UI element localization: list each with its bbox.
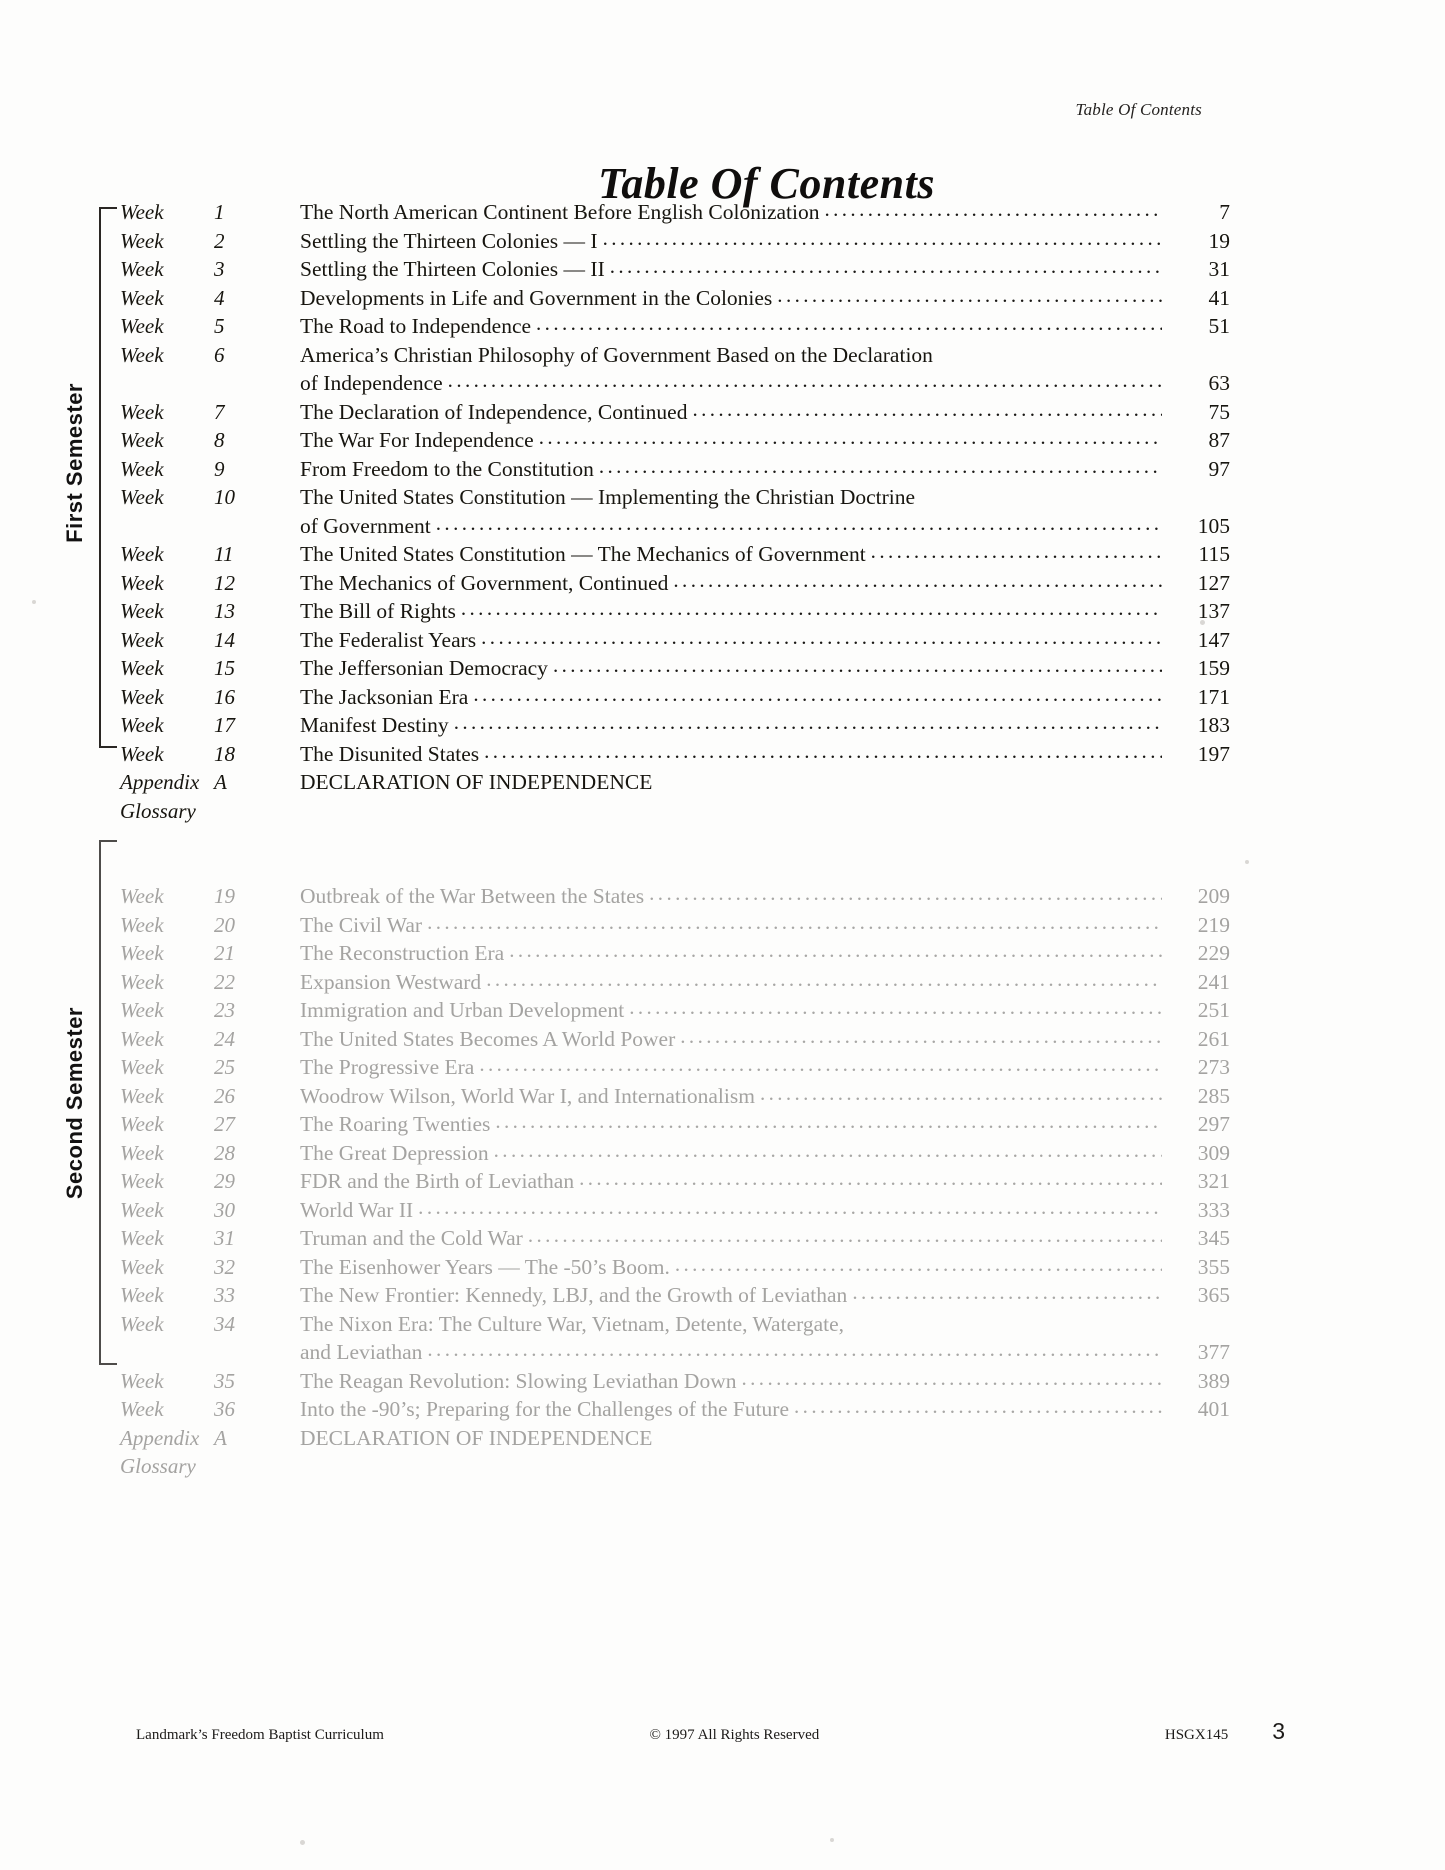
toc-entry-number: 12 bbox=[214, 570, 235, 595]
toc-row[interactable] bbox=[120, 314, 1230, 343]
toc-entry-number: A bbox=[214, 1425, 227, 1450]
toc-entry-number: 11 bbox=[214, 542, 234, 566]
semester-section-second bbox=[120, 884, 1230, 1483]
toc-entry-label: Week bbox=[120, 1026, 164, 1051]
toc-entry-title: The Reagan Revolution: Slowing Leviathan Down bbox=[300, 1368, 737, 1393]
toc-leader-dots bbox=[528, 1223, 1162, 1248]
toc-entry-title: The Disunited States bbox=[300, 741, 480, 766]
toc-entry-title: The United States Becomes A World Power bbox=[300, 1026, 676, 1051]
toc-entry-title: The Civil War bbox=[300, 912, 423, 937]
toc-entry-title: The Road to Independence bbox=[300, 314, 532, 338]
toc-entry-page: 285 bbox=[1197, 1083, 1230, 1108]
toc-leader-dots bbox=[427, 1337, 1162, 1362]
toc-entry-number: 8 bbox=[214, 428, 225, 452]
toc-leader-dots bbox=[553, 653, 1162, 678]
toc-leader-dots bbox=[673, 568, 1162, 593]
toc-row[interactable] bbox=[120, 1426, 1230, 1455]
toc-entry-number: 7 bbox=[214, 399, 225, 424]
toc-entry-label: Week bbox=[120, 713, 164, 737]
toc-leader-dots bbox=[427, 910, 1162, 935]
semester-label-second: Second Semester bbox=[62, 1007, 87, 1200]
toc-leader-dots bbox=[603, 226, 1162, 251]
toc-row[interactable] bbox=[120, 1141, 1230, 1170]
toc-entry-page: 31 bbox=[1208, 257, 1230, 281]
toc-leader-dots bbox=[536, 311, 1162, 336]
toc-leader-dots bbox=[479, 1052, 1162, 1077]
toc-row[interactable] bbox=[120, 1255, 1230, 1284]
toc-leader-dots bbox=[481, 625, 1162, 650]
toc-entry-page: 389 bbox=[1197, 1368, 1230, 1393]
toc-entry-number: 4 bbox=[214, 285, 225, 310]
toc-entry-number: 9 bbox=[214, 456, 225, 481]
toc-row[interactable] bbox=[120, 799, 1230, 828]
toc-entry-title: Settling the Thirteen Colonies — II bbox=[300, 257, 605, 281]
toc-entry-label: Glossary bbox=[120, 1454, 196, 1478]
toc-row[interactable] bbox=[120, 941, 1230, 970]
toc-entry-number: 35 bbox=[214, 1368, 235, 1393]
toc-entry-number: 18 bbox=[214, 741, 235, 766]
toc-row[interactable] bbox=[120, 400, 1230, 429]
toc-leader-dots bbox=[680, 1024, 1162, 1049]
toc-entry-number: 29 bbox=[214, 1169, 235, 1193]
toc-entry-label: Week bbox=[120, 998, 164, 1022]
toc-entry-label: Week bbox=[120, 741, 164, 766]
toc-entry-title-continued: of Independence bbox=[300, 371, 443, 395]
toc-entry-title: DECLARATION OF INDEPENDENCE bbox=[300, 770, 653, 794]
toc-row[interactable] bbox=[120, 884, 1230, 913]
toc-row[interactable] bbox=[120, 200, 1230, 229]
toc-entry-page: 401 bbox=[1197, 1397, 1230, 1421]
toc-entry-label: Week bbox=[120, 1055, 164, 1079]
toc-entry-number: 17 bbox=[214, 713, 235, 737]
toc-entry-label: Appendix bbox=[120, 770, 200, 794]
toc-leader-dots bbox=[448, 368, 1162, 393]
toc-entry-page: 147 bbox=[1197, 627, 1230, 652]
toc-entry-page: 19 bbox=[1208, 228, 1230, 253]
toc-row[interactable] bbox=[120, 628, 1230, 657]
toc-entry-label: Week bbox=[120, 599, 164, 623]
toc-entry-title: The North American Continent Before English Colonization bbox=[300, 200, 820, 224]
toc-entry-title: Manifest Destiny bbox=[300, 713, 449, 737]
toc-leader-dots bbox=[418, 1195, 1162, 1220]
toc-entry-title: The Roaring Twenties bbox=[300, 1112, 491, 1136]
toc-row[interactable] bbox=[120, 1283, 1230, 1312]
toc-row[interactable] bbox=[120, 542, 1230, 571]
toc-entry-number: 24 bbox=[214, 1026, 235, 1051]
semester-section-first bbox=[120, 200, 1230, 827]
toc-entry-title: DECLARATION OF INDEPENDENCE bbox=[300, 1425, 653, 1450]
toc-row-continuation[interactable] bbox=[120, 1340, 1230, 1369]
toc-row[interactable] bbox=[120, 257, 1230, 286]
toc-entry-label: Week bbox=[120, 1254, 164, 1279]
toc-entry-title: The United States Constitution — Implementing the Christian Doctrine bbox=[300, 485, 916, 509]
toc-leader-dots bbox=[579, 1166, 1162, 1191]
toc-entry-page: 261 bbox=[1197, 1026, 1230, 1051]
toc-entry-label: Appendix bbox=[120, 1425, 200, 1450]
semester-bracket-first bbox=[99, 207, 117, 748]
toc-entry-number: 2 bbox=[214, 228, 225, 253]
toc-entry-page: 273 bbox=[1197, 1055, 1230, 1079]
toc-entry-title: World War II bbox=[300, 1197, 414, 1222]
toc-entry-number: 5 bbox=[214, 314, 225, 338]
toc-entry-page: 241 bbox=[1197, 969, 1230, 994]
footer-copyright: © 1997 All Rights Reserved bbox=[649, 1727, 820, 1743]
toc-entry-title: The Reconstruction Era bbox=[300, 941, 505, 965]
toc-leader-dots bbox=[742, 1366, 1163, 1391]
toc-row[interactable] bbox=[120, 599, 1230, 628]
toc-entry-page: 97 bbox=[1208, 456, 1230, 481]
toc-entry-number: 36 bbox=[214, 1397, 235, 1421]
toc-entry-number: 28 bbox=[214, 1140, 235, 1165]
toc-row[interactable] bbox=[120, 656, 1230, 685]
toc-row[interactable] bbox=[120, 1027, 1230, 1056]
toc-entry-title: FDR and the Birth of Leviathan bbox=[300, 1169, 575, 1193]
toc-entry-page: 321 bbox=[1197, 1169, 1230, 1193]
toc-entry-label: Week bbox=[120, 456, 164, 481]
toc-entry-page: 183 bbox=[1197, 713, 1230, 737]
toc-row[interactable] bbox=[120, 1112, 1230, 1141]
toc-row[interactable] bbox=[120, 571, 1230, 600]
toc-entry-label: Week bbox=[120, 485, 164, 509]
toc-entry-number: 13 bbox=[214, 599, 235, 623]
toc-entry-page: 127 bbox=[1197, 570, 1230, 595]
section-spacer bbox=[120, 827, 1230, 884]
toc-entry-title: The Mechanics of Government, Continued bbox=[300, 570, 669, 595]
toc-row[interactable] bbox=[120, 742, 1230, 771]
toc-entry-label: Week bbox=[120, 1169, 164, 1193]
toc-entry-page: 309 bbox=[1197, 1140, 1230, 1165]
toc-row[interactable] bbox=[120, 913, 1230, 942]
toc-row[interactable] bbox=[120, 1055, 1230, 1084]
toc-entry-number: 30 bbox=[214, 1197, 235, 1222]
toc-entry-page: 333 bbox=[1197, 1197, 1230, 1222]
toc-entry-page: 87 bbox=[1208, 428, 1230, 452]
toc-entry-number: 19 bbox=[214, 884, 235, 908]
toc-row[interactable] bbox=[120, 485, 1230, 514]
toc-entry-title: Outbreak of the War Between the States bbox=[300, 884, 645, 908]
toc-entry-number: 20 bbox=[214, 912, 235, 937]
toc-entry-page: 75 bbox=[1208, 399, 1230, 424]
toc-entry-title: From Freedom to the Constitution bbox=[300, 456, 594, 481]
toc-entry-title: Woodrow Wilson, World War I, and Internationalism bbox=[300, 1083, 755, 1108]
toc-entry-number: 23 bbox=[214, 998, 235, 1022]
scan-speckle bbox=[830, 1838, 834, 1842]
toc-leader-dots bbox=[777, 283, 1162, 308]
toc-leader-dots bbox=[675, 1252, 1162, 1277]
toc-entry-page: 63 bbox=[1208, 371, 1230, 395]
toc-entry-number: 6 bbox=[214, 342, 225, 367]
toc-entry-number: 15 bbox=[214, 656, 235, 680]
toc-entry-label: Week bbox=[120, 1311, 164, 1336]
toc-entry-label: Week bbox=[120, 1226, 164, 1250]
toc-entry-title: The New Frontier: Kennedy, LBJ, and the Growth of Leviathan bbox=[300, 1283, 848, 1307]
toc-entry-title: America’s Christian Philosophy of Government Based on the Declaration bbox=[300, 342, 933, 367]
toc-entry-title: The Federalist Years bbox=[300, 627, 477, 652]
toc-entry-label: Week bbox=[120, 656, 164, 680]
toc-row[interactable] bbox=[120, 343, 1230, 372]
toc-row[interactable] bbox=[120, 286, 1230, 315]
page-footer bbox=[136, 1718, 1285, 1745]
toc-row[interactable] bbox=[120, 998, 1230, 1027]
toc-entry-number: 16 bbox=[214, 684, 235, 709]
toc-entry-page: 115 bbox=[1198, 542, 1230, 566]
toc-leader-dots bbox=[494, 1138, 1162, 1163]
toc-entry-title: Truman and the Cold War bbox=[300, 1226, 523, 1250]
scan-speckle bbox=[1245, 860, 1249, 864]
toc-entry-page: 251 bbox=[1197, 998, 1230, 1022]
toc-entry-title: The Eisenhower Years — The -50’s Boom. bbox=[300, 1254, 670, 1279]
toc-entry-label: Week bbox=[120, 884, 164, 908]
toc-entry-page: 219 bbox=[1197, 912, 1230, 937]
toc-entry-number: A bbox=[214, 770, 227, 794]
table-of-contents bbox=[120, 200, 1230, 1483]
toc-entry-page: 197 bbox=[1197, 741, 1230, 766]
toc-leader-dots bbox=[760, 1081, 1162, 1106]
toc-leader-dots bbox=[649, 881, 1162, 906]
toc-entry-label: Week bbox=[120, 314, 164, 338]
toc-entry-label: Week bbox=[120, 570, 164, 595]
toc-leader-dots bbox=[461, 596, 1162, 621]
footer-product-code: HSGX145 bbox=[1164, 1727, 1229, 1743]
toc-row[interactable] bbox=[120, 1226, 1230, 1255]
toc-entry-page: 377 bbox=[1197, 1340, 1230, 1364]
toc-entry-number: 10 bbox=[214, 485, 235, 509]
toc-entry-label: Week bbox=[120, 257, 164, 281]
toc-entry-label: Week bbox=[120, 969, 164, 994]
toc-entry-title: The Progressive Era bbox=[300, 1055, 475, 1079]
toc-entry-label: Week bbox=[120, 285, 164, 310]
toc-row[interactable] bbox=[120, 428, 1230, 457]
toc-entry-page: 41 bbox=[1208, 285, 1230, 310]
toc-entry-number: 21 bbox=[214, 941, 235, 965]
toc-entry-title: Settling the Thirteen Colonies — I bbox=[300, 228, 598, 253]
toc-entry-number: 34 bbox=[214, 1311, 235, 1336]
page-title: Table Of Contents bbox=[598, 159, 935, 208]
toc-entry-label: Week bbox=[120, 342, 164, 367]
toc-leader-dots bbox=[629, 995, 1162, 1020]
toc-entry-page: 297 bbox=[1197, 1112, 1230, 1136]
footer-publisher: Landmark’s Freedom Baptist Curriculum bbox=[136, 1727, 384, 1743]
toc-entry-title: Expansion Westward bbox=[300, 969, 482, 994]
toc-entry-title: The Jacksonian Era bbox=[300, 684, 469, 709]
toc-entry-page: 51 bbox=[1208, 314, 1230, 338]
toc-row[interactable] bbox=[120, 770, 1230, 799]
toc-entry-label: Week bbox=[120, 1397, 164, 1421]
toc-leader-dots bbox=[473, 682, 1162, 707]
toc-row[interactable] bbox=[120, 1084, 1230, 1113]
toc-entry-title: The United States Constitution — The Mechanics of Government bbox=[300, 542, 866, 566]
toc-row-continuation[interactable] bbox=[120, 371, 1230, 400]
toc-entry-number: 26 bbox=[214, 1083, 235, 1108]
toc-entry-number: 22 bbox=[214, 969, 235, 994]
toc-entry-number: 1 bbox=[214, 200, 225, 224]
toc-entry-page: 345 bbox=[1197, 1226, 1230, 1250]
toc-entry-label: Week bbox=[120, 684, 164, 709]
toc-entry-label: Week bbox=[120, 627, 164, 652]
toc-row-continuation[interactable] bbox=[120, 514, 1230, 543]
toc-entry-label: Week bbox=[120, 1197, 164, 1222]
toc-leader-dots bbox=[610, 254, 1162, 279]
toc-leader-dots bbox=[692, 397, 1162, 422]
toc-leader-dots bbox=[852, 1280, 1162, 1305]
toc-entry-title-continued: and Leviathan bbox=[300, 1340, 423, 1364]
toc-entry-title: Immigration and Urban Development bbox=[300, 998, 625, 1022]
toc-row[interactable] bbox=[120, 1454, 1230, 1483]
toc-entry-label: Week bbox=[120, 428, 164, 452]
toc-row[interactable] bbox=[120, 1369, 1230, 1398]
toc-entry-number: 27 bbox=[214, 1112, 235, 1136]
toc-leader-dots bbox=[871, 539, 1162, 564]
toc-row[interactable] bbox=[120, 1198, 1230, 1227]
toc-leader-dots bbox=[486, 967, 1162, 992]
toc-entry-title: The War For Independence bbox=[300, 428, 534, 452]
toc-entry-label: Week bbox=[120, 912, 164, 937]
toc-entry-page: 365 bbox=[1197, 1283, 1230, 1307]
toc-entry-number: 32 bbox=[214, 1254, 235, 1279]
toc-entry-page: 105 bbox=[1197, 513, 1230, 538]
toc-leader-dots bbox=[794, 1394, 1162, 1419]
toc-leader-dots bbox=[454, 710, 1162, 735]
toc-row[interactable] bbox=[120, 713, 1230, 742]
toc-row[interactable] bbox=[120, 457, 1230, 486]
toc-entry-page: 7 bbox=[1219, 200, 1230, 224]
toc-row[interactable] bbox=[120, 229, 1230, 258]
toc-entry-label: Week bbox=[120, 542, 164, 566]
toc-entry-number: 3 bbox=[214, 257, 225, 281]
semester-bracket-second bbox=[99, 840, 117, 1365]
toc-entry-number: 33 bbox=[214, 1283, 235, 1307]
footer-page-number: 3 bbox=[1272, 1718, 1285, 1744]
toc-entry-title: Developments in Life and Government in the Colonies bbox=[300, 285, 773, 310]
toc-leader-dots bbox=[824, 197, 1162, 222]
toc-leader-dots bbox=[599, 454, 1162, 479]
toc-entry-title: The Great Depression bbox=[300, 1140, 489, 1165]
toc-row[interactable] bbox=[120, 970, 1230, 999]
running-head: Table Of Contents bbox=[1075, 100, 1202, 119]
toc-entry-page: 229 bbox=[1197, 941, 1230, 965]
toc-entry-number: 25 bbox=[214, 1055, 235, 1079]
scan-speckle bbox=[32, 600, 36, 604]
toc-row[interactable] bbox=[120, 1397, 1230, 1426]
toc-entry-title: The Nixon Era: The Culture War, Vietnam, Detente, Watergate, bbox=[300, 1311, 845, 1336]
toc-row[interactable] bbox=[120, 1169, 1230, 1198]
toc-entry-page: 355 bbox=[1197, 1254, 1230, 1279]
toc-entry-label: Week bbox=[120, 399, 164, 424]
toc-leader-dots bbox=[509, 938, 1162, 963]
toc-entry-label: Week bbox=[120, 1140, 164, 1165]
toc-entry-label: Glossary bbox=[120, 798, 196, 823]
scan-speckle bbox=[300, 1840, 305, 1845]
toc-entry-page: 209 bbox=[1197, 884, 1230, 908]
toc-row[interactable] bbox=[120, 685, 1230, 714]
toc-entry-page: 137 bbox=[1197, 599, 1230, 623]
toc-row[interactable] bbox=[120, 1312, 1230, 1341]
toc-entry-title: The Jeffersonian Democracy bbox=[300, 656, 548, 680]
toc-entry-number: 31 bbox=[214, 1226, 235, 1250]
toc-leader-dots bbox=[539, 425, 1162, 450]
toc-entry-page: 159 bbox=[1197, 656, 1230, 680]
toc-entry-label: Week bbox=[120, 200, 164, 224]
toc-entry-label: Week bbox=[120, 1368, 164, 1393]
semester-label-first: First Semester bbox=[62, 383, 87, 543]
toc-entry-label: Week bbox=[120, 1283, 164, 1307]
toc-entry-title: Into the -90’s; Preparing for the Challenges of the Future bbox=[300, 1397, 790, 1421]
toc-leader-dots bbox=[436, 511, 1162, 536]
toc-entry-label: Week bbox=[120, 1112, 164, 1136]
toc-entry-title: The Bill of Rights bbox=[300, 599, 456, 623]
toc-entry-page: 171 bbox=[1197, 684, 1230, 709]
toc-entry-label: Week bbox=[120, 1083, 164, 1108]
toc-entry-number: 14 bbox=[214, 627, 235, 652]
toc-leader-dots bbox=[484, 739, 1162, 764]
toc-entry-label: Week bbox=[120, 941, 164, 965]
toc-entry-label: Week bbox=[120, 228, 164, 253]
toc-leader-dots bbox=[495, 1109, 1162, 1134]
toc-entry-title: The Declaration of Independence, Continued bbox=[300, 399, 688, 424]
toc-entry-title-continued: of Government bbox=[300, 513, 431, 538]
